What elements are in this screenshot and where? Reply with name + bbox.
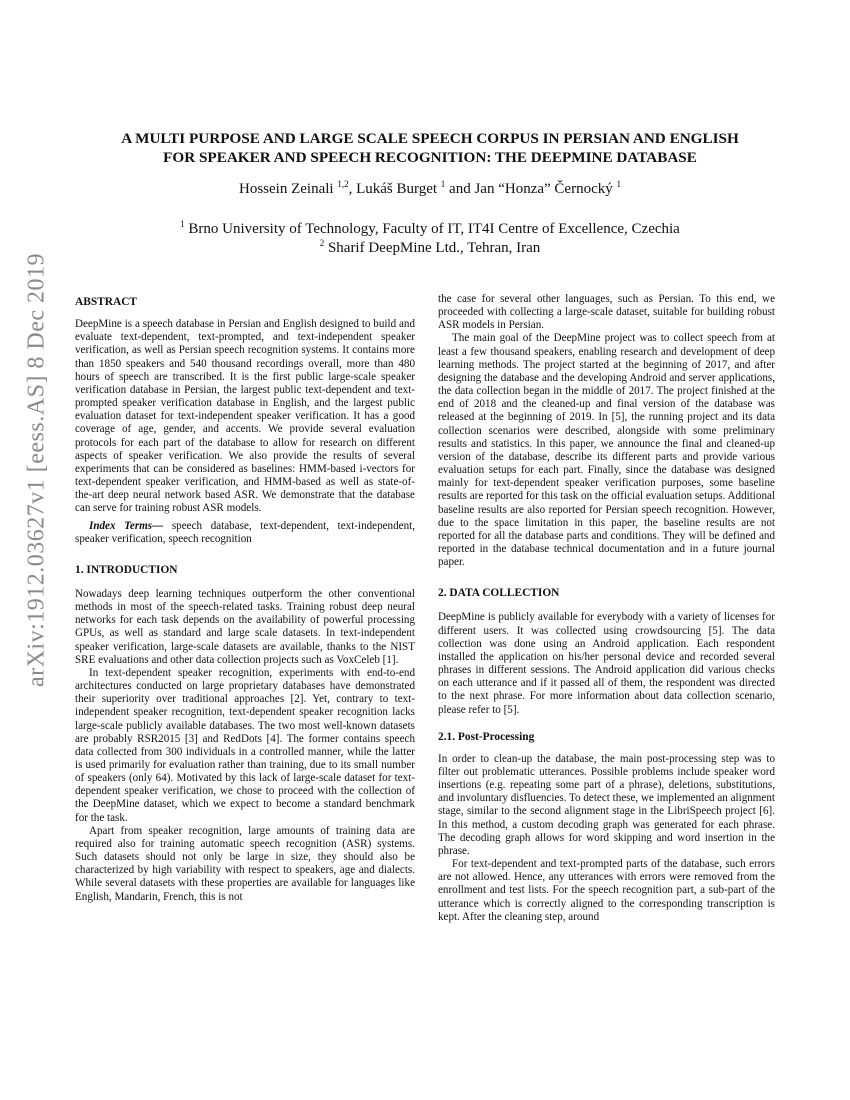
- title-line-1: A MULTI PURPOSE AND LARGE SCALE SPEECH CORPUS IN PERSIAN AND ENGLISH: [121, 130, 739, 147]
- intro-paragraph-2: In text-dependent speaker recognition, experiments with end-to-end architectures conducted on large proprietary databases have demonstrated their superiority over traditional approaches [2]. Yet, contrary to text-independent speaker recognition, text-dependent speaker recognition lacks large-scale publicly available databases. The two most well-known datasets are probably RSR2015 [3] and RedDots [4]. The former contains speech data collected from 300 individuals in a controlled manner, while the latter is used primarily for evaluation rather than training, due to its small number of speakers (only 64). Motivated by this lack of large-scale dataset for text-dependent speaker verification, we chose to proceed with the collection of the DeepMine dataset, which we expect to become a standard benchmark for the task.: [75, 666, 415, 824]
- author-3-affil: 1: [616, 179, 621, 189]
- intro-paragraph-3: Apart from speaker recognition, large amounts of training data are required also for training automatic speech recognition (ASR) systems. Such datasets should not only be large in size, they should also be characterized by high variability with respect to speakers, age and dialects. While several datasets with these properties are available for languages like English, Mandarin, French, this is not: [75, 824, 415, 903]
- author-2-affil: 1: [440, 179, 446, 189]
- affiliations: [70, 220, 790, 258]
- index-terms-label: Index Terms—: [89, 519, 164, 532]
- author-list: [70, 181, 790, 198]
- intro-paragraph-4: The main goal of the DeepMine project was to collect speech from at least a few thousand speakers, enabling research and development of deep learning methods. The project started at the beginning of 2017, and after designing the database and the developing Android and server applications, the data collection began in the middle of 2017. The project finished at the end of 2018 and the cleaned-up and final version of the database was released at the beginning of 2019. In [5], the running project and its data collection scenarios were described, alongside with some preliminary results and statistics. In this paper, we announce the final and cleaned-up version of the database, describe its different parts and provide various evaluation setups for each part. Finally, since the database was designed mainly for text-dependent speaker verification purposes, some baseline results are reported for this task on the official evaluation setups. Additional baseline results are also reported for Persian speech recognition. However, due to the space limitation in this paper, the baseline results are not reported for all the database parts and conditions. They will be defined and reported in the database technical documentation and in a future journal paper.: [438, 332, 775, 569]
- section-1-heading: 1. INTRODUCTION: [75, 563, 178, 576]
- intro-paragraph-1: Nowadays deep learning techniques outperform the other conventional methods in most of the speech-related tasks. Training robust deep neural networks for each task depends on the availability of powerful processing GPUs, as well as standard and large scale datasets. In text-independent speaker verification, large-scale datasets are available, thanks to the NIST SRE evaluations and other data collection projects such as VoxCeleb [1].: [75, 587, 415, 666]
- intro-paragraph-3-cont: the case for several other languages, such as Persian. To this end, we proceeded with collecting a large-scale dataset, suitable for building robust ASR models in Persian.: [438, 293, 775, 332]
- index-terms: [75, 520, 415, 546]
- post-processing-paragraph-2: For text-dependent and text-prompted parts of the database, such errors are not allowed. Hence, any utterances with errors were removed from the enrollment and test lists. For the speech recognition part, a sub-part of the utterance which is correctly aligned to the corresponding transcription is kept. After the cleaning step, around: [438, 858, 775, 923]
- author-1-affil: 1,2: [337, 179, 349, 189]
- abstract-heading: ABSTRACT: [75, 296, 138, 308]
- affiliation-1: $^1$ Brno University of Technology, Faculty of IT, IT4I Centre of Excellence, Czechia: [180, 219, 680, 237]
- left-column: [75, 296, 415, 904]
- paper-title: [70, 129, 790, 167]
- abstract-text: DeepMine is a speech database in Persian and English designed to build and evaluate text-dependent, text-prompted, and text-independent speaker verification, as well as Persian speech recognition systems. It contains more than 1850 speakers and 540 thousand recordings overall, more than 480 hours of speech are transcribed. It is the first public large-scale speaker verification database in Persian, the largest public text-dependent and text-prompted speaker verification database in English, and the largest public evaluation dataset for text-independent speaker verification. It has a good coverage of age, gender, and accents. We provide several evaluation protocols for each part of the database to allow for research on different aspects of speaker verification. We also provide the results of several experiments that can be considered as baselines: HMM-based i-vectors for text-dependent speaker verification, and HMM-based as well as state-of-the-art deep neural network based ASR. We demonstrate that the database can serve for training robust ASR models.: [75, 318, 415, 515]
- title-line-2: FOR SPEAKER AND SPEECH RECOGNITION: THE DEEPMINE DATABASE: [163, 149, 697, 166]
- author-2: , Lukáš Burget: [348, 181, 438, 197]
- arxiv-id: arXiv:1912.03627v1 [eess.AS] 8 Dec 2019: [23, 252, 50, 688]
- section-2-heading: 2. DATA COLLECTION: [438, 587, 560, 600]
- data-collection-paragraph: DeepMine is publicly available for everybody with a variety of licenses for different users. It was collected using crowdsourcing [5]. The data collection was done using an Android application. Each respondent installed the application on his/her personal device and recorded several phrases in different sessions. The Android application did various checks on each utterance and if it passed all of them, the respondent was directed to the next phrase. For more information about data collection scenario, please refer to [5].: [438, 611, 775, 716]
- post-processing-paragraph-1: In order to clean-up the database, the main post-processing step was to filter out problematic utterances. Possible problems include speaker word insertions (e.g. repeating some part of a phrase), deletions, substitutions, and involuntary disfluencies. To detect these, we implemented an alignment stage, similar to the second alignment stage in the LibriSpeech project [6]. In this method, a custom decoding graph was generated for each phrase. The decoding graph allows for word skipping and word insertion in the phrase.: [438, 752, 775, 857]
- arxiv-stamp: [0, 0, 70, 1100]
- affiliation-2: $^2$ Sharif DeepMine Ltd., Tehran, Iran: [319, 238, 541, 256]
- right-column: [438, 293, 775, 924]
- author-1: Hossein Zeinali: [239, 181, 334, 197]
- author-3: and Jan “Honza” Černocký: [445, 181, 613, 197]
- index-terms-list: speech database, text-dependent, text-independent, speaker verification, speech recognition: [75, 519, 415, 545]
- subsection-2-1-heading: 2.1. Post-Processing: [438, 730, 535, 743]
